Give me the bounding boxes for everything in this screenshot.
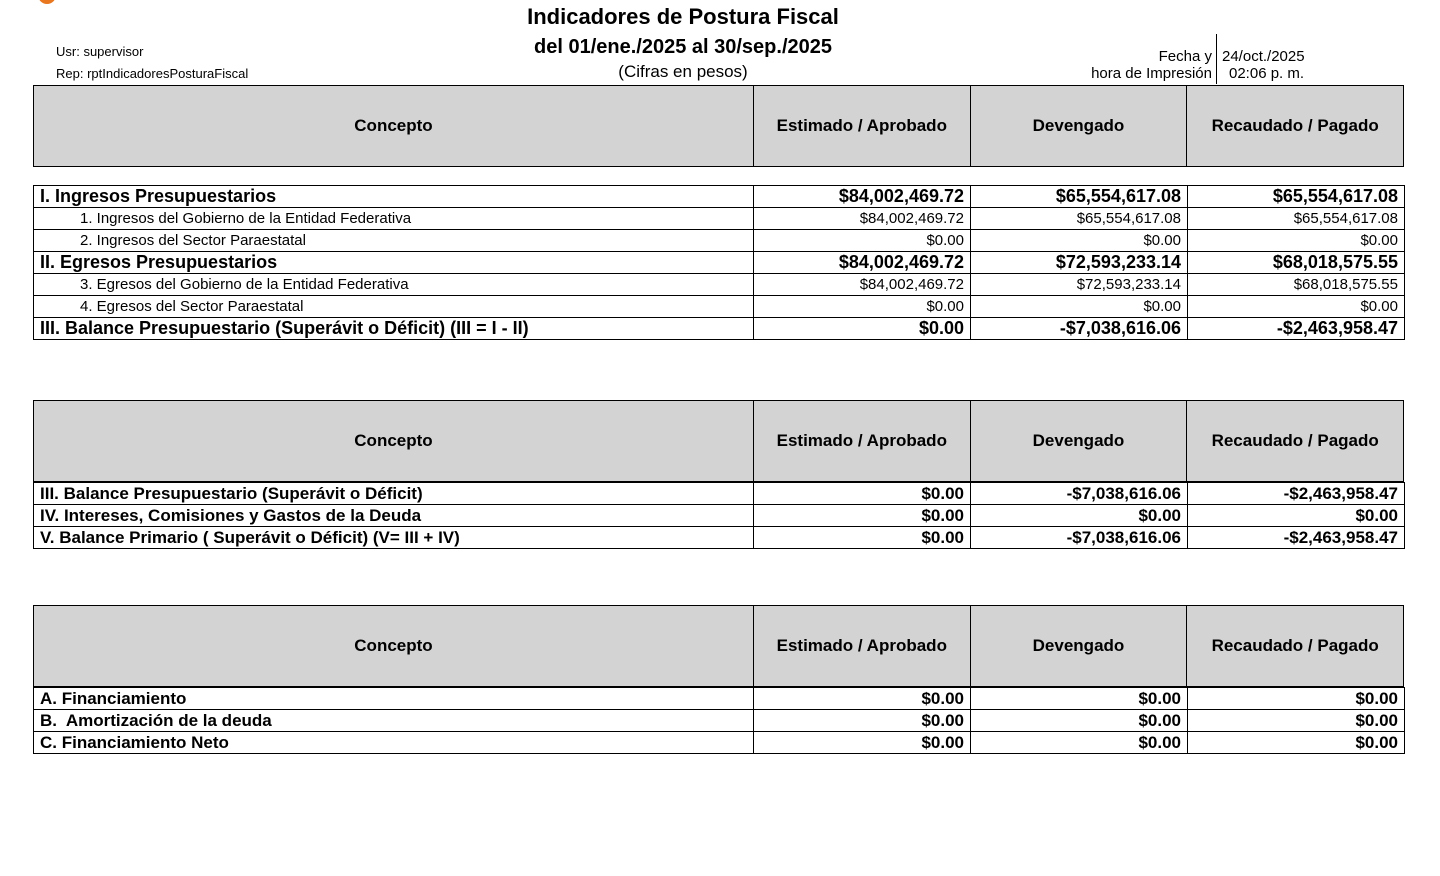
row-estimado: $0.00 [754, 732, 971, 754]
col-recaudado: Recaudado / Pagado [1186, 606, 1403, 686]
table-row [34, 732, 1405, 754]
row-devengado: $0.00 [971, 710, 1188, 732]
table-row [34, 274, 1405, 296]
user-label: Usr: supervisor [56, 44, 144, 59]
row-recaudado: -$2,463,958.47 [1188, 318, 1405, 340]
row-recaudado: -$2,463,958.47 [1188, 483, 1405, 505]
row-recaudado: $0.00 [1188, 710, 1405, 732]
row-recaudado: $0.00 [1188, 505, 1405, 527]
table-row [34, 505, 1405, 527]
table-row [34, 186, 1405, 208]
report-units: (Cifras en pesos) [618, 62, 748, 81]
table-row [34, 208, 1405, 230]
row-estimado: $84,002,469.72 [754, 208, 971, 230]
row-devengado: $0.00 [971, 296, 1188, 318]
table3-header [33, 605, 1404, 687]
print-time: 02:06 p. m. [1229, 65, 1305, 82]
row-devengado: $0.00 [971, 505, 1188, 527]
row-devengado: $65,554,617.08 [971, 208, 1188, 230]
col-devengado: Devengado [970, 86, 1187, 166]
row-concepto: C. Financiamiento Neto [34, 732, 754, 754]
row-recaudado: $68,018,575.55 [1188, 252, 1405, 274]
print-divider [1216, 34, 1217, 84]
row-concepto: B. Amortización de la deuda [34, 710, 754, 732]
table-row [34, 230, 1405, 252]
print-time-label: hora de Impresión [1091, 65, 1212, 82]
row-recaudado: $65,554,617.08 [1188, 208, 1405, 230]
row-concepto: 4. Egresos del Sector Paraestatal [34, 296, 754, 318]
print-date-label: Fecha y [1158, 48, 1212, 65]
row-devengado: -$7,038,616.06 [971, 318, 1188, 340]
report-period: del 01/ene./2025 al 30/sep./2025 [534, 36, 832, 58]
table-row [34, 688, 1405, 710]
col-estimado: Estimado / Aprobado [753, 86, 970, 166]
row-devengado: $65,554,617.08 [971, 186, 1188, 208]
row-recaudado: $0.00 [1188, 732, 1405, 754]
print-date: 24/oct./2025 [1222, 48, 1305, 65]
report-title: Indicadores de Postura Fiscal [527, 4, 839, 29]
col-devengado: Devengado [970, 606, 1187, 686]
row-estimado: $0.00 [754, 318, 971, 340]
row-recaudado: $68,018,575.55 [1188, 274, 1405, 296]
row-estimado: $0.00 [754, 483, 971, 505]
row-recaudado: $0.00 [1188, 230, 1405, 252]
row-concepto: V. Balance Primario ( Superávit o Déficit) (V= III + IV) [34, 527, 754, 549]
col-recaudado: Recaudado / Pagado [1186, 86, 1403, 166]
row-estimado: $0.00 [754, 296, 971, 318]
table-row [34, 296, 1405, 318]
table1-presupuestario [33, 185, 1405, 340]
row-recaudado: $65,554,617.08 [1188, 186, 1405, 208]
row-estimado: $84,002,469.72 [754, 274, 971, 296]
report-id-label: Rep: rptIndicadoresPosturaFiscal [56, 66, 249, 81]
table-row [34, 318, 1405, 340]
col-estimado: Estimado / Aprobado [753, 401, 970, 481]
col-concepto: Concepto [354, 431, 433, 450]
row-devengado: $0.00 [971, 732, 1188, 754]
col-recaudado: Recaudado / Pagado [1186, 401, 1403, 481]
table2-header [33, 400, 1404, 482]
table2-balance-primario [33, 482, 1405, 549]
table1-header [33, 85, 1404, 167]
table-row [34, 527, 1405, 549]
row-concepto: 2. Ingresos del Sector Paraestatal [34, 230, 754, 252]
row-concepto: I. Ingresos Presupuestarios [34, 186, 754, 208]
table-row [34, 252, 1405, 274]
row-devengado: $72,593,233.14 [971, 252, 1188, 274]
row-devengado: $72,593,233.14 [971, 274, 1188, 296]
table3-financiamiento [33, 687, 1405, 754]
row-recaudado: -$2,463,958.47 [1188, 527, 1405, 549]
row-estimado: $0.00 [754, 688, 971, 710]
row-estimado: $0.00 [754, 505, 971, 527]
col-estimado: Estimado / Aprobado [753, 606, 970, 686]
row-concepto: A. Financiamiento [34, 688, 754, 710]
row-estimado: $0.00 [754, 710, 971, 732]
row-recaudado: $0.00 [1188, 296, 1405, 318]
row-devengado: -$7,038,616.06 [971, 527, 1188, 549]
row-concepto: II. Egresos Presupuestarios [34, 252, 754, 274]
row-estimado: $0.00 [754, 527, 971, 549]
row-concepto: IV. Intereses, Comisiones y Gastos de la Deuda [34, 505, 754, 527]
col-concepto: Concepto [354, 116, 433, 135]
row-devengado: $0.00 [971, 230, 1188, 252]
col-devengado: Devengado [970, 401, 1187, 481]
row-recaudado: $0.00 [1188, 688, 1405, 710]
row-estimado: $84,002,469.72 [754, 186, 971, 208]
table-row [34, 710, 1405, 732]
col-concepto: Concepto [354, 636, 433, 655]
row-concepto: 3. Egresos del Gobierno de la Entidad Federativa [34, 274, 754, 296]
row-estimado: $0.00 [754, 230, 971, 252]
row-concepto: 1. Ingresos del Gobierno de la Entidad Federativa [34, 208, 754, 230]
row-concepto: III. Balance Presupuestario (Superávit o Déficit) (III = I - II) [34, 318, 754, 340]
row-concepto: III. Balance Presupuestario (Superávit o Déficit) [34, 483, 754, 505]
row-devengado: $0.00 [971, 688, 1188, 710]
row-estimado: $84,002,469.72 [754, 252, 971, 274]
table-row [34, 483, 1405, 505]
row-devengado: -$7,038,616.06 [971, 483, 1188, 505]
